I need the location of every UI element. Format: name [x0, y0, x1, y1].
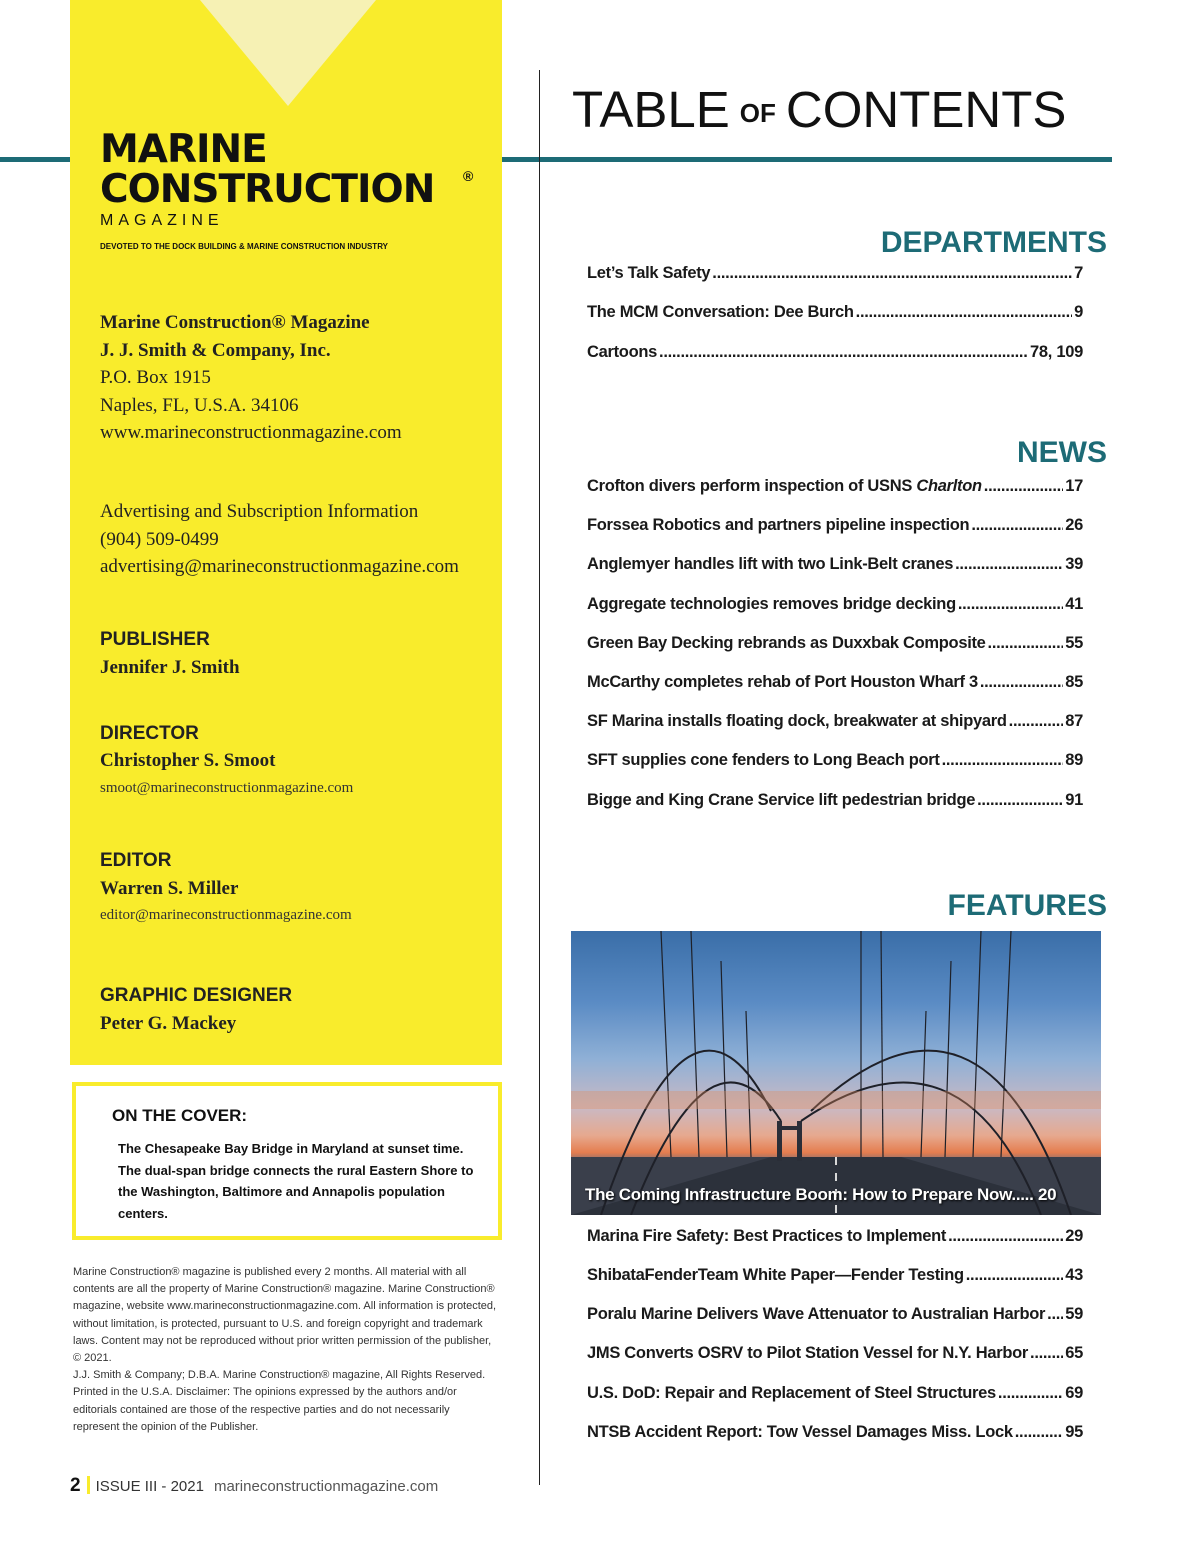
- toc-entry-title: NTSB Accident Report: Tow Vessel Damages Miss. Lock: [587, 1423, 1013, 1441]
- toc-entry-page: 65: [1065, 1344, 1083, 1362]
- editor-email: editor@marineconstructionmagazine.com: [100, 907, 352, 923]
- toc-entry[interactable]: [587, 634, 1083, 653]
- toc-entry-title: SF Marina installs floating dock, breakwater at shipyard: [587, 712, 1007, 730]
- legal-notice: [73, 1264, 498, 1436]
- title-of: OF: [739, 98, 776, 128]
- column-divider: [539, 70, 540, 1485]
- toc-entry[interactable]: [587, 264, 1083, 283]
- publisher-name: Jennifer J. Smith: [100, 657, 240, 678]
- dot-leader: [1009, 712, 1064, 731]
- legal-paragraph: J.J. Smith & Company; D.B.A. Marine Construction® magazine, All Rights Reserved. Printed in the U.S.A. Disclaimer: The opinions expressed by the authors and/or editorials contained are those of the respective parties and do not necessarily represent the opinion of the Publisher.: [73, 1369, 486, 1433]
- director-email: smoot@marineconstructionmagazine.com: [100, 780, 354, 796]
- dot-leader: [942, 751, 1064, 770]
- advertising-info: [100, 498, 459, 581]
- toc-entry[interactable]: [587, 1266, 1083, 1285]
- toc-entry[interactable]: [587, 751, 1083, 770]
- director-title: DIRECTOR: [100, 723, 199, 744]
- dot-leader: [980, 673, 1063, 692]
- dot-leader: [1047, 1305, 1063, 1324]
- toc-entry[interactable]: [587, 1227, 1083, 1246]
- editor-name: Warren S. Miller: [100, 878, 239, 899]
- toc-entry[interactable]: [587, 712, 1083, 731]
- footer-bar: [87, 1476, 90, 1494]
- legal-paragraph: Marine Construction® magazine is published every 2 months. All material with all contents are all the property of Marine Construction® magazine. Marine Construction® magazine, website www.marineconstructionmagazine.com. All information is protected, without limitation, is protected, pursuant to U.S. and foreign copyright and trademark laws. Content may not be reproduced without prior written permission of the publisher, © 2021.: [73, 1266, 497, 1365]
- dot-leader: [1015, 1423, 1063, 1442]
- departments-heading: DEPARTMENTS: [880, 226, 1107, 259]
- title-contents: CONTENTS: [785, 81, 1067, 138]
- toc-entry[interactable]: [587, 1384, 1083, 1403]
- toc-entry-page: 91: [1065, 791, 1083, 809]
- features-heading: FEATURES: [947, 889, 1107, 922]
- toc-entry-title: Poralu Marine Delivers Wave Attenuator to Australian Harbor: [587, 1305, 1046, 1323]
- publisher-title: PUBLISHER: [100, 629, 210, 650]
- toc-entry[interactable]: [587, 516, 1083, 535]
- dot-leader: [659, 343, 1028, 362]
- news-heading: NEWS: [1017, 436, 1107, 469]
- pub-line: Naples, FL, U.S.A. 34106: [100, 394, 299, 416]
- toc-entry-title-italic: Charlton: [916, 477, 982, 495]
- logo-registered-mark: ®: [463, 168, 474, 184]
- toc-entry-title: [587, 477, 982, 496]
- page-footer: [70, 1475, 438, 1497]
- toc-entry[interactable]: [587, 555, 1083, 574]
- director-name: Christopher S. Smoot: [100, 750, 276, 771]
- toc-entry[interactable]: [587, 791, 1083, 810]
- toc-entry-page: 85: [1065, 673, 1083, 691]
- dot-leader: [958, 595, 1063, 614]
- page-title: [572, 81, 1067, 138]
- toc-entry-page: 95: [1065, 1423, 1083, 1441]
- logo-magazine: MAGAZINE: [100, 212, 224, 229]
- toc-entry-page: 26: [1065, 516, 1083, 534]
- toc-entry[interactable]: [587, 477, 1083, 496]
- toc-entry[interactable]: [587, 343, 1083, 362]
- issue-label: ISSUE III - 2021: [95, 1478, 204, 1495]
- toc-entry-page: 39: [1065, 555, 1083, 573]
- toc-entry-page: 78, 109: [1030, 343, 1083, 361]
- toc-entry-page: 69: [1065, 1384, 1083, 1402]
- masthead-tagline: DEVOTED TO THE DOCK BUILDING & MARINE CONSTRUCTION INDUSTRY: [100, 242, 389, 251]
- toc-entry-page: 87: [1065, 712, 1083, 730]
- toc-entry-title: JMS Converts OSRV to Pilot Station Vessel for N.Y. Harbor: [587, 1344, 1029, 1362]
- toc-entry-page: 41: [1065, 595, 1083, 613]
- feature-photo-caption: The Coming Infrastructure Boom: How to Prepare Now..... 20: [585, 1185, 1057, 1204]
- toc-entry-title: The MCM Conversation: Dee Burch: [587, 303, 854, 321]
- dot-leader: [984, 477, 1063, 496]
- toc-entry-page: 9: [1074, 303, 1083, 321]
- feature-photo-bridge[interactable]: [571, 931, 1101, 1215]
- pub-line: J. J. Smith & Company, Inc.: [100, 339, 331, 361]
- toc-entry-title: Aggregate technologies removes bridge decking: [587, 595, 956, 613]
- toc-entry-title: Forssea Robotics and partners pipeline inspection: [587, 516, 970, 534]
- toc-entry-title: Let’s Talk Safety: [587, 264, 711, 282]
- logo-line-marine: MARINE: [100, 127, 267, 172]
- toc-entry[interactable]: [587, 1344, 1083, 1363]
- dot-leader: [1030, 1344, 1063, 1363]
- designer-name: Peter G. Mackey: [100, 1013, 237, 1034]
- dot-leader: [988, 634, 1064, 653]
- on-the-cover-box: [72, 1082, 502, 1240]
- dot-leader: [712, 264, 1072, 283]
- toc-entry-title: Cartoons: [587, 343, 658, 361]
- toc-entry-title-text: Crofton divers perform inspection of USNS: [587, 477, 917, 495]
- adv-line: Advertising and Subscription Information: [100, 501, 419, 522]
- toc-entry-title: McCarthy completes rehab of Port Houston Wharf 3: [587, 673, 978, 691]
- adv-email: advertising@marineconstructionmagazine.com: [100, 556, 459, 577]
- editor-title: EDITOR: [100, 850, 172, 871]
- header-rule-left: [0, 157, 70, 162]
- publisher-address: [100, 309, 402, 447]
- toc-entry-title: Anglemyer handles lift with two Link-Belt cranes: [587, 555, 954, 573]
- dot-leader: [856, 303, 1072, 322]
- toc-entry-title: U.S. DoD: Repair and Replacement of Steel Structures: [587, 1384, 996, 1402]
- header-rule-right: [502, 157, 1112, 162]
- pub-line: Marine Construction® Magazine: [100, 312, 370, 333]
- toc-entry-page: 43: [1065, 1266, 1083, 1284]
- dot-leader: [971, 516, 1063, 535]
- toc-entry-title: ShibataFenderTeam White Paper—Fender Testing: [587, 1266, 964, 1284]
- toc-entry-title: Bigge and King Crane Service lift pedestrian bridge: [587, 791, 976, 809]
- toc-entry-page: 17: [1065, 477, 1083, 495]
- toc-entry[interactable]: [587, 1305, 1083, 1324]
- footer-url[interactable]: marineconstructionmagazine.com: [213, 1478, 439, 1495]
- dot-leader: [966, 1266, 1063, 1285]
- pub-line: P.O. Box 1915: [100, 367, 211, 388]
- toc-entry-page: 89: [1065, 751, 1083, 769]
- toc-entry-title: Marina Fire Safety: Best Practices to Implement: [587, 1227, 947, 1245]
- toc-entry[interactable]: [587, 673, 1083, 692]
- toc-entry[interactable]: [587, 1423, 1083, 1442]
- title-table: TABLE: [572, 81, 730, 138]
- toc-entry-title: Green Bay Decking rebrands as Duxxbak Composite: [587, 634, 986, 652]
- toc-entry[interactable]: [587, 595, 1083, 614]
- dot-leader: [998, 1384, 1063, 1403]
- toc-entry-title: SFT supplies cone fenders to Long Beach port: [587, 751, 940, 769]
- cover-title: ON THE COVER:: [112, 1106, 248, 1125]
- toc-entry-page: 59: [1065, 1305, 1083, 1323]
- cover-description: The Chesapeake Bay Bridge in Maryland at sunset time. The dual-span bridge connects the rural Eastern Shore to the Washington, Baltimore and Annapolis population centers.: [118, 1141, 474, 1221]
- pub-website: www.marineconstructionmagazine.com: [100, 422, 402, 443]
- toc-entry-page: 7: [1074, 264, 1083, 282]
- adv-phone: (904) 509-0499: [100, 528, 219, 550]
- logo-line-construction: CONSTRUCTION: [100, 167, 435, 212]
- dot-leader: [955, 555, 1063, 574]
- page-number: 2: [70, 1475, 81, 1496]
- dot-leader: [948, 1227, 1063, 1246]
- toc-entry-page: 29: [1065, 1227, 1083, 1245]
- toc-entry[interactable]: [587, 303, 1083, 322]
- decorative-triangle: [200, 0, 376, 106]
- dot-leader: [977, 791, 1063, 810]
- bridge-illustration: [571, 931, 1101, 1215]
- toc-entry-page: 55: [1065, 634, 1083, 652]
- designer-title: GRAPHIC DESIGNER: [100, 985, 293, 1006]
